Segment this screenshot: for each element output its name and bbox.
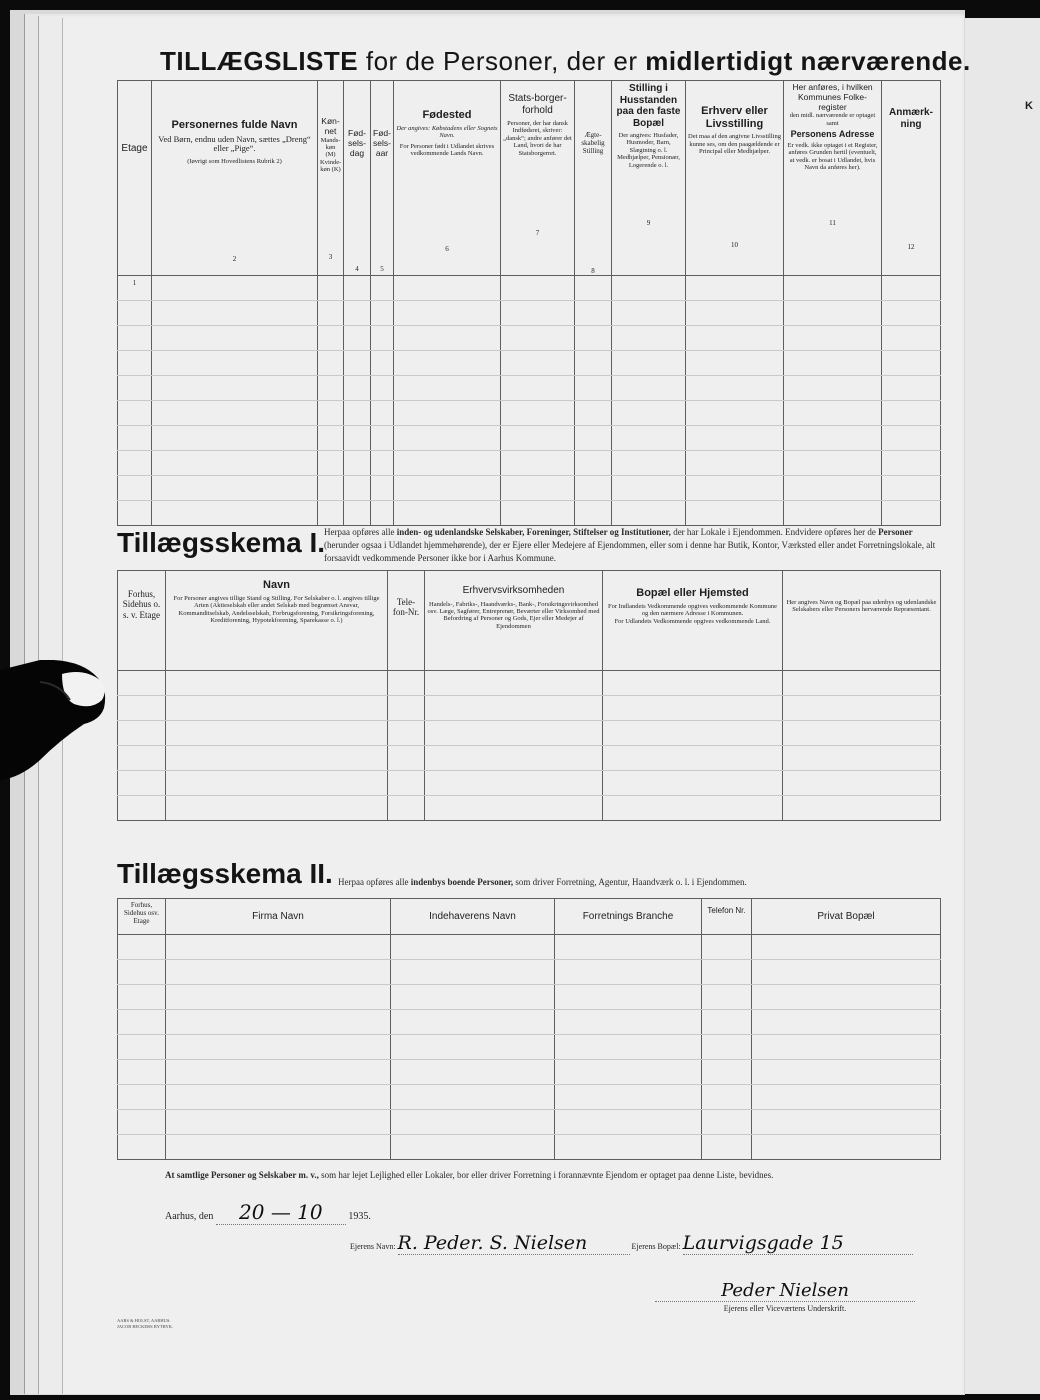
col-birthyear [371, 81, 394, 276]
col-name-title: Personernes fulde Navn [171, 119, 298, 131]
col-num: 5 [380, 264, 384, 273]
col-gender-sub: Mands-køn (M) Kvinde-køn (K) [320, 136, 342, 174]
col-register-title: Her anføres, i hvilken Kommunes Folke-register [792, 82, 873, 112]
s1-col-business-title: Erhvervsvirksomheden [462, 585, 565, 596]
tillaegsliste-table [117, 80, 941, 526]
declaration-bold: At samtlige Personer og Selskaber m. v., [165, 1170, 319, 1180]
schema2-table [117, 898, 941, 1160]
year-label: 1935. [348, 1211, 371, 1222]
schema2-desc-part: som driver Forretning, Agentur, Haandværk o. l. i Ejendommen. [515, 877, 747, 887]
col-num: 10 [731, 240, 738, 249]
s1-col-etage [118, 571, 166, 671]
col-register-sub: Er vedk. ikke optaget i et Register, anføres Grunden hertil (eventuelt, at vedk. er bosat i Udlandet, hvis Navn da anføres her). [787, 141, 878, 171]
signature-line [655, 1280, 915, 1302]
col-occupation [686, 81, 784, 276]
thumb-image [0, 660, 112, 780]
col-num: 4 [355, 264, 359, 273]
col-birthday [344, 81, 371, 276]
col-register [784, 81, 882, 276]
s2-col-phone [702, 899, 752, 935]
owner-row [350, 1232, 913, 1255]
col-birthday-title: Fød-sels-dag [348, 128, 366, 158]
schema1-desc-part: (herunder ogsaa i Udlandet hjemmehørende), der er Ejere eller Medejere af Ejendommen, eller som i denne har Butik, Kontor, Værksted eller andet Forretningslokale, alt forsaavidt vedkommende Personer ikke bor i Aarhus Kommune. [324, 540, 936, 563]
col-marital-title: Ægte-skabelig Stilling [581, 131, 605, 156]
col-num: 1 [132, 278, 137, 287]
s2-col-firm-title: Firma Navn [252, 911, 304, 922]
table-row [118, 501, 941, 526]
table-row [118, 476, 941, 501]
page-title [160, 46, 971, 77]
col-num: 9 [646, 218, 651, 227]
right-page-letter: K [1025, 100, 1033, 112]
col-num: 8 [591, 266, 595, 275]
title-mid: for de Personer, der er [365, 46, 638, 76]
table-row [118, 1010, 941, 1035]
table-row [118, 426, 941, 451]
s1-col-business [425, 571, 603, 671]
table-row [118, 1135, 941, 1160]
handwritten-owner-name: R. Peder. S. Nielsen [397, 1232, 588, 1254]
table-row [118, 451, 941, 476]
handwritten-owner-address: Laurvigsgade 15 [682, 1232, 844, 1254]
city-label: Aarhus, den [165, 1211, 214, 1222]
s1-col-phone-title: Tele-fon-Nr. [392, 597, 420, 618]
right-page [965, 18, 1040, 1394]
schema1-desc-bold: inden- og udenlandske Selskaber, Foreninger, Stiftelser og Institutioner, [396, 527, 671, 537]
schema1-desc-part: Herpaa opføres alle [324, 527, 395, 537]
table-row [118, 746, 941, 771]
s1-col-residence [603, 571, 783, 671]
s2-col-owner-title: Indehaverens Navn [429, 911, 516, 922]
schema1-description [324, 526, 938, 565]
col-num: 3 [328, 252, 333, 261]
col-occupation-sub: Det maa af den angivne Livsstilling kunne ses, om den paagældende er Principal eller Medhjælper. [688, 133, 781, 156]
col-remark [882, 81, 941, 276]
table-row [118, 935, 941, 960]
col-occupation-title: Erhverv eller Livsstilling [701, 105, 768, 130]
table-row [118, 696, 941, 721]
owner-address-label: Ejerens Bopæl: [631, 1242, 681, 1251]
date-field [216, 1200, 346, 1225]
schema2-desc-part: Herpaa opføres alle [338, 877, 409, 887]
s1-col-name-sub: For Personer angives tillige Stand og Stilling. For Selskaber o. l. angives tillige Arten (Aktieselskab eller andet Selskab med begrænset Ansvar, Kommanditselskab, Andelsselskab, Forbrugsforening, Forsikringsforening, Kreditforening, Hypotekforening, Sparekasse o. l.) [173, 594, 380, 625]
s1-col-name [166, 571, 388, 671]
signature-block [655, 1280, 915, 1313]
col-num: 2 [232, 254, 237, 263]
table-row [118, 401, 941, 426]
table-row [118, 985, 941, 1010]
s1-col-representative [783, 571, 941, 671]
table-row [118, 326, 941, 351]
s2-col-owner [391, 899, 555, 935]
handwritten-signature: Peder Nielsen [721, 1280, 849, 1301]
s2-col-branch-title: Forretnings Branche [582, 911, 674, 922]
col-household-sub: Der angives: Husfader, Husmoder, Barn, Slægtning o. l. Medhjælper, Pensionær, Logerende o. l. [617, 132, 680, 169]
table-row [118, 276, 941, 301]
s1-col-name-title: Navn [263, 579, 290, 591]
col-household-title: Stilling i Husstanden paa den faste Bopæl [616, 83, 681, 129]
owner-address-field [683, 1232, 913, 1255]
table-row [118, 376, 941, 401]
col-register-mid: den midl. nærværende er optaget samt [789, 112, 876, 127]
col-num: 7 [535, 228, 540, 237]
table-row [118, 796, 941, 821]
s2-col-residence-title: Privat Bopæl [817, 911, 875, 922]
col-name [152, 81, 318, 276]
table-row [118, 960, 941, 985]
s1-col-phone [388, 571, 425, 671]
declaration-text [165, 1170, 773, 1180]
schema2-description [338, 876, 938, 889]
table-row [118, 301, 941, 326]
schema1-desc-part: der har Lokale i Ejendommen. Endvidere opføres her de [673, 527, 876, 537]
col-marital [575, 81, 612, 276]
s1-col-etage-title: Forhus, Sidehus o. s. v. Etage [122, 589, 161, 620]
printer-imprint: AARS & HOLST, AARHUS. JACOB BECKERS BYTRYK. [117, 1318, 174, 1329]
title-bold-end: midlertidigt nærværende. [645, 46, 971, 76]
table-row [118, 1035, 941, 1060]
col-num: 6 [445, 244, 449, 253]
s1-col-residence-sub: For Indlandets Vedkommende opgives vedkommende Kommune og den nærmere Adresse i Kommunen. [607, 602, 778, 618]
col-gender-title: Køn-net [321, 116, 340, 136]
col-register-address: Personens Adresse [790, 129, 875, 140]
s2-col-residence [752, 899, 941, 935]
s2-col-etage [118, 899, 166, 935]
schema1-table [117, 570, 941, 821]
col-birthplace-title: Fødested [422, 109, 472, 121]
date-row [165, 1200, 371, 1225]
col-birthplace-sub2: For Personer født i Udlandet skrives vedkommende Lands Navn. [399, 142, 495, 158]
col-remark-title: Anmærk-ning [889, 107, 933, 130]
s1-col-residence-sub2: For Udlandets Vedkommende opgives vedkommende Land. [614, 617, 771, 625]
table-row [118, 1110, 941, 1135]
schema1-desc-bold: Personer [878, 527, 913, 537]
owner-name-label: Ejerens Navn: [350, 1242, 396, 1251]
s1-col-residence-title: Bopæl eller Hjemsted [636, 587, 749, 599]
declaration-rest: som har lejet Lejlighed eller Lokaler, bor eller driver Forretning i forannævnte Ejendom er optaget paa denne Liste, bevidnes. [321, 1170, 774, 1180]
table-row [118, 671, 941, 696]
table-row [118, 1085, 941, 1110]
schema1-title: Tillægsskema I. [117, 527, 326, 558]
schema2-title: Tillægsskema II. [117, 858, 333, 889]
s2-col-firm [166, 899, 391, 935]
table-row [118, 771, 941, 796]
table-row [118, 351, 941, 376]
schema2-desc-bold: indenbys boende Personer, [410, 877, 514, 887]
col-num: 11 [829, 218, 836, 227]
col-etage [118, 81, 152, 287]
col-citizenship [501, 81, 575, 276]
col-birthplace [394, 81, 501, 276]
owner-name-field [398, 1232, 630, 1255]
col-name-sub2: (Iøvrigt som Hovedlistens Rubrik 2) [187, 158, 282, 166]
s1-col-representative-sub: Her angives Navn og Bopæl paa udenbys og udenlandske Selskabers eller Personers herværende Repræsentant. [786, 599, 937, 614]
col-num: 12 [907, 242, 915, 251]
table-row [118, 1060, 941, 1085]
col-name-sub: Ved Børn, endnu uden Navn, sættes „Dreng“ eller „Pige“. [158, 133, 311, 154]
col-citizenship-title: Stats-borger-forhold [508, 93, 567, 116]
s2-col-etage-title: Forhus, Sidehus osv. Etage [124, 901, 159, 926]
s1-col-business-sub: Handels-, Fabriks-, Haandværks-, Bank-, Forsikringsvirksomhed osv. Læge, Sagfører, Entreprenør, Beværter eller Virksomhed med Befordring af Personer og Gods, Ejer eller Medejer af Ejendommen [427, 600, 600, 630]
col-birthplace-sub: Der angives: Købstadens eller Sognets Navn. [396, 124, 498, 140]
col-etage-title: Etage [121, 143, 148, 154]
signature-caption: Ejerens eller Viceværtens Underskrift. [723, 1304, 847, 1313]
table-row [118, 721, 941, 746]
col-citizenship-sub: Personer, der har dansk Indfødsret, skriver: „dansk“; andre anfører det Land, hvori de har Statsborgerret. [503, 120, 572, 157]
col-birthyear-title: Fød-sels-aar [373, 128, 391, 158]
s2-col-branch [555, 899, 702, 935]
s2-col-phone-title: Telefon Nr. [707, 906, 746, 915]
col-household [612, 81, 686, 276]
handwritten-date: 20 — 10 [239, 1200, 323, 1224]
col-gender [318, 81, 344, 276]
title-bold: TILLÆGSLISTE [160, 46, 359, 76]
